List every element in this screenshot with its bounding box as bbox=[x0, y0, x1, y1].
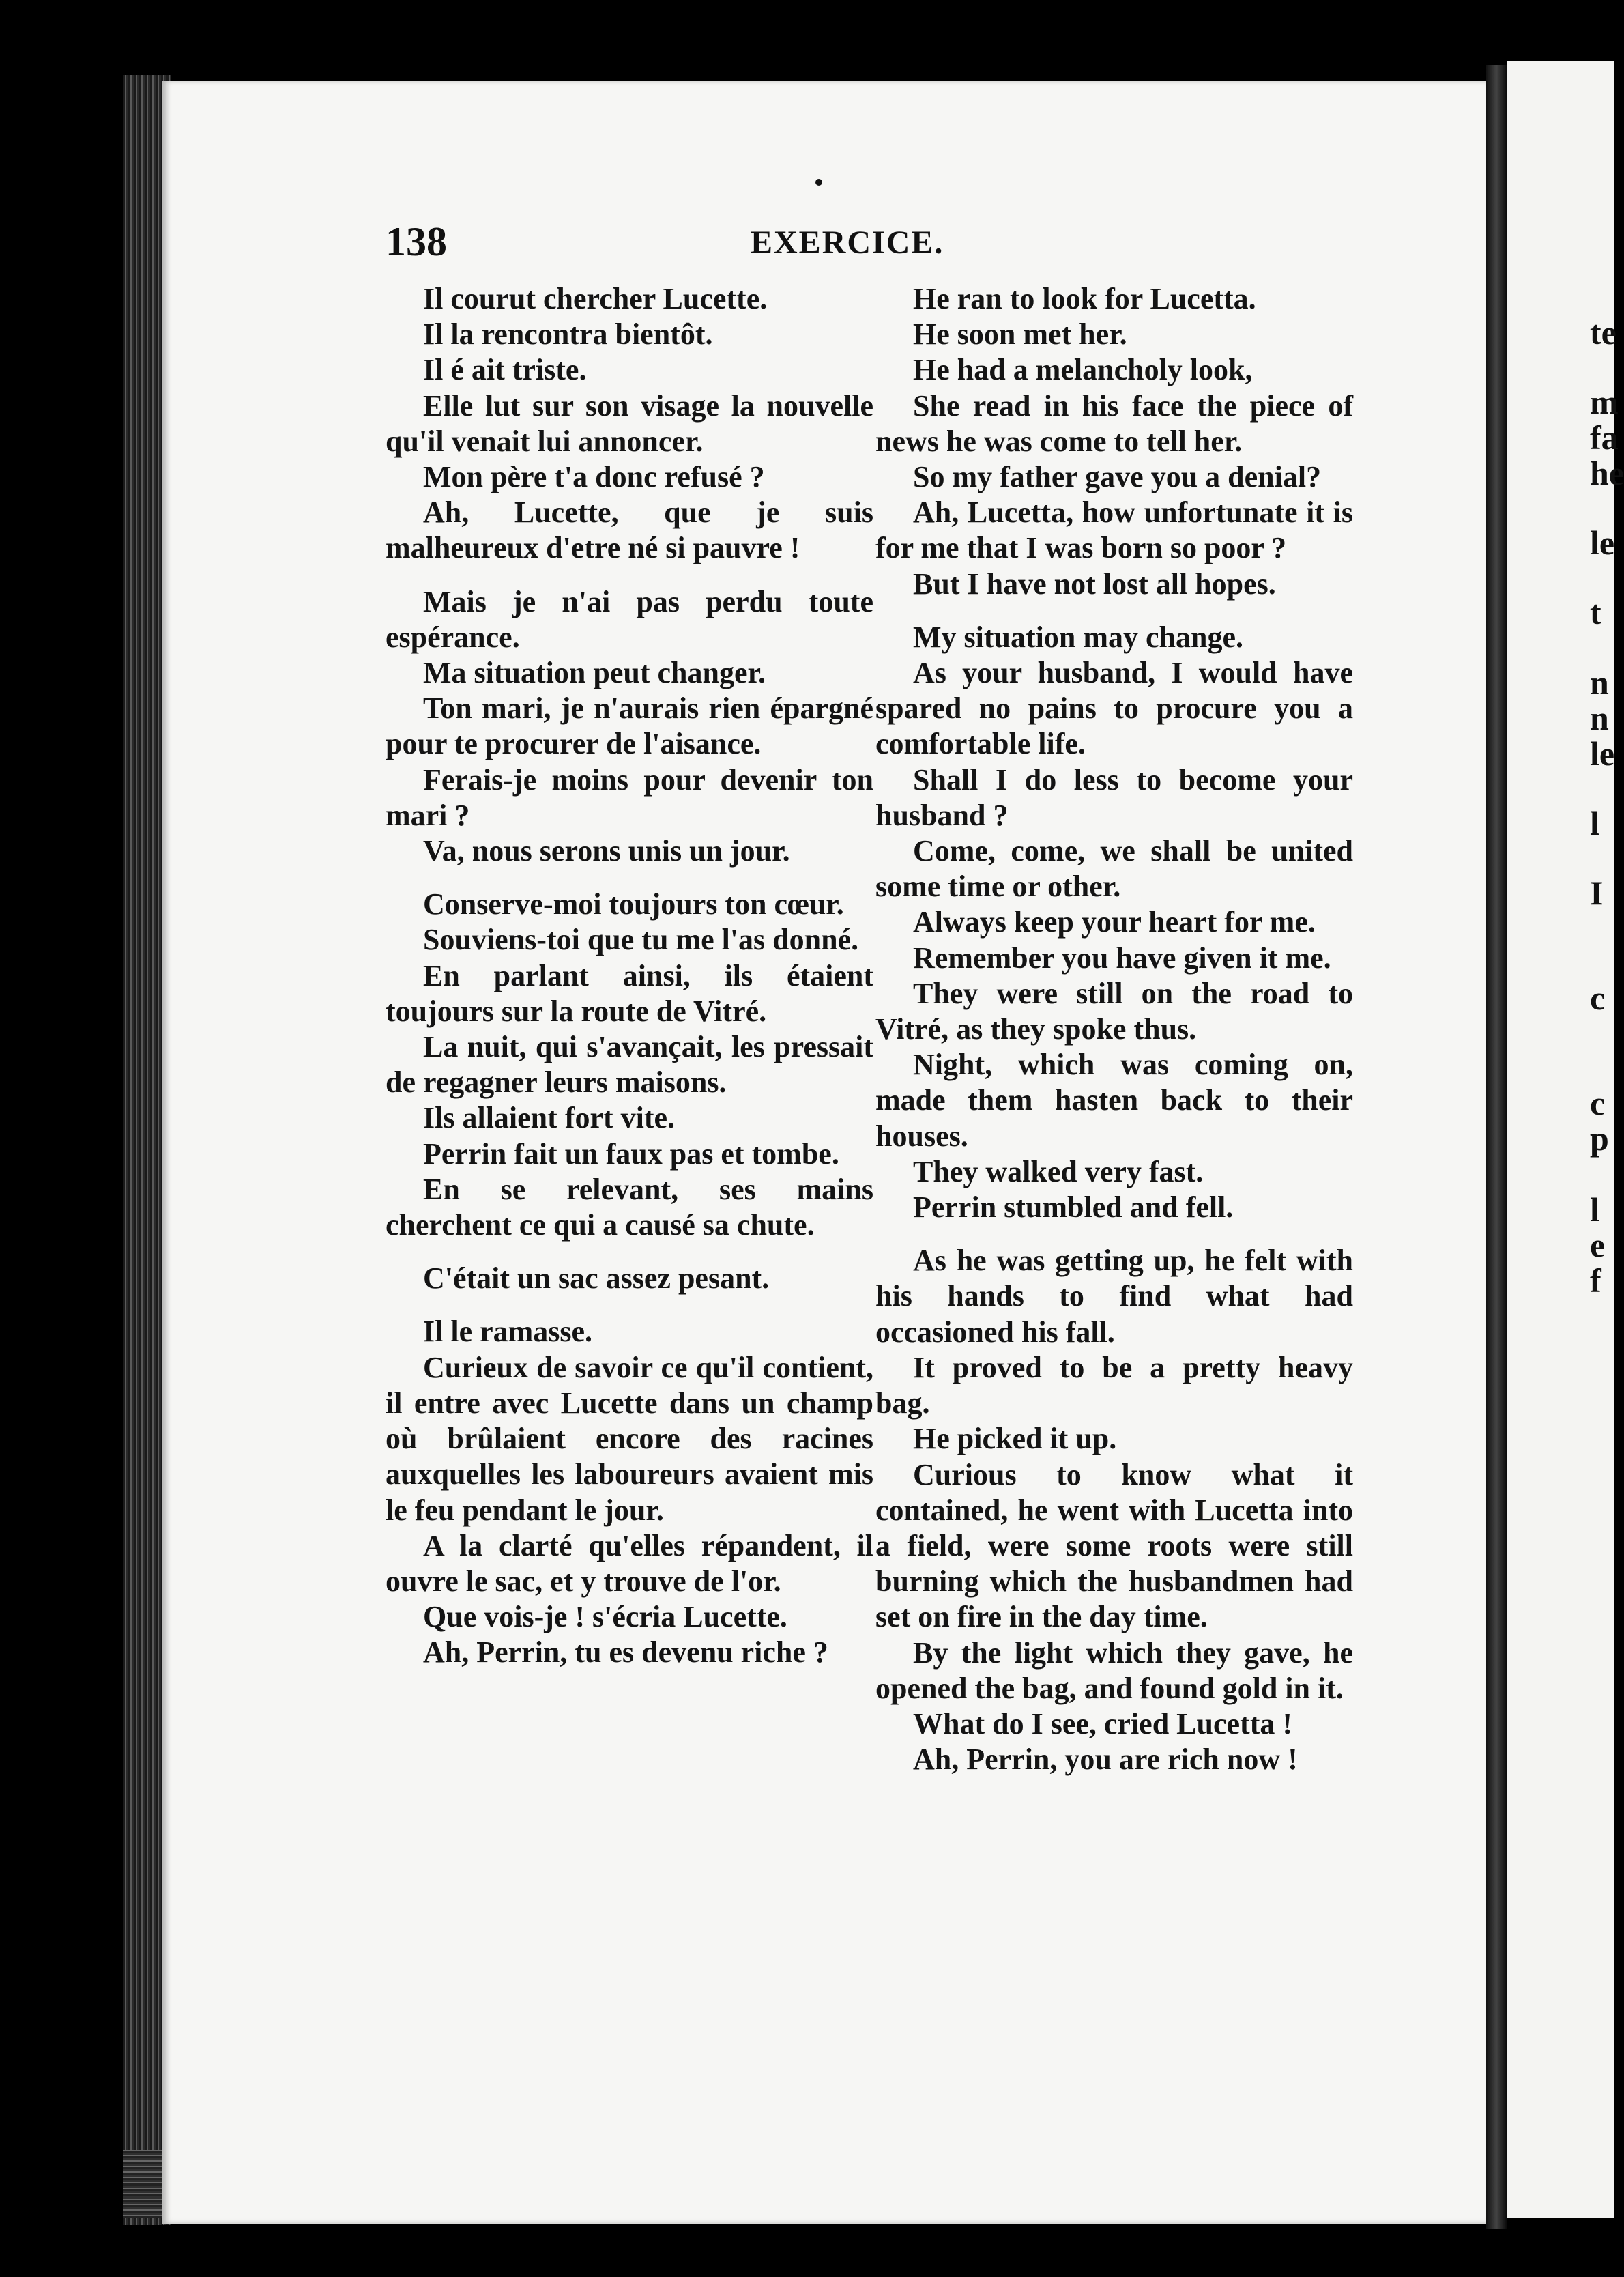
french-line: Ma situation peut changer. bbox=[423, 656, 766, 690]
right-page-fragment: c bbox=[1590, 979, 1606, 1017]
french-line: Conserve-moi toujours ton cœur. bbox=[423, 887, 844, 921]
english-line: As your husband, I would have spared no pains to procure you a comfortable life. bbox=[875, 656, 1353, 761]
english-line: He soon met her. bbox=[913, 317, 1127, 352]
english-line: So my father gave you a denial? bbox=[913, 460, 1322, 494]
french-column bbox=[386, 281, 873, 1671]
english-line: Shall I do less to become your husband ? bbox=[875, 762, 1353, 832]
french-line: Elle lut sur son visage la nouvelle qu'il venait lui annoncer. bbox=[386, 388, 873, 458]
french-line: La nuit, qui s'avançait, les pressait de regagner leurs maisons. bbox=[386, 1030, 873, 1100]
english-line: My situation may change. bbox=[913, 620, 1243, 654]
right-page-fragment: I bbox=[1590, 874, 1604, 912]
right-page-fragment: c bbox=[1590, 1084, 1606, 1122]
english-line: He picked it up. bbox=[913, 1422, 1117, 1456]
english-line: Night, which was coming on, made them hasten back to their houses. bbox=[875, 1048, 1353, 1153]
english-line: But I have not lost all hopes. bbox=[913, 567, 1276, 601]
right-page-fragment: e bbox=[1590, 1226, 1606, 1264]
french-line: Ah, Perrin, tu es devenu riche ? bbox=[423, 1635, 828, 1670]
french-line: Perrin fait un faux pas et tombe. bbox=[423, 1136, 839, 1171]
english-line: Come, come, we shall be united some time or other. bbox=[875, 834, 1353, 904]
right-page-fragment: l bbox=[1590, 1190, 1599, 1229]
right-page-fragment: l bbox=[1590, 804, 1599, 842]
french-line: Va, nous serons unis un jour. bbox=[423, 834, 790, 868]
french-line: Mon père t'a donc refusé ? bbox=[423, 460, 765, 494]
page-number: 138 bbox=[386, 219, 447, 264]
right-page-fragment: le bbox=[1590, 734, 1615, 773]
french-line: C'était un sac assez pesant. bbox=[423, 1261, 770, 1295]
printer-mark bbox=[815, 179, 822, 186]
french-line: Il le ramasse. bbox=[423, 1315, 593, 1349]
right-page-fragment: n bbox=[1590, 699, 1609, 737]
english-line: They walked very fast. bbox=[913, 1154, 1204, 1188]
french-line: Curieux de savoir ce qu'il contient, il entre avec Lucette dans un champ où brûlaient encore des racines auxquelles les laboureurs avaient mis le feu pendant le jour. bbox=[386, 1350, 873, 1527]
english-line: She read in his face the piece of news he was come to tell her. bbox=[875, 388, 1353, 458]
english-line: He ran to look for Lucetta. bbox=[913, 282, 1256, 315]
french-line: En parlant ainsi, ils étaient toujours sur la route de Vitré. bbox=[386, 958, 873, 1028]
right-page-fragment: fa bbox=[1590, 418, 1619, 457]
english-line: What do I see, cried Lucetta ! bbox=[913, 1706, 1293, 1741]
french-line: Ferais-je moins pour devenir ton mari ? bbox=[386, 762, 873, 832]
right-page-fragment: t bbox=[1590, 593, 1601, 631]
french-line: Ils allaient fort vite. bbox=[423, 1101, 676, 1135]
french-line: Ton mari, je n'aurais rien épargné pour te procurer de l'aisance. bbox=[386, 691, 873, 761]
french-line: Ah, Lucette, que je suis malheureux d'etre né si pauvre ! bbox=[386, 496, 873, 565]
french-line: Il é ait triste. bbox=[423, 353, 587, 387]
english-line: As he was getting up, he felt with his hands to find what had occasioned his fall. bbox=[875, 1244, 1353, 1349]
french-line: Il la rencontra bientôt. bbox=[423, 317, 713, 352]
right-page-fragment: f bbox=[1590, 1261, 1601, 1300]
french-line: A la clarté qu'elles répandent, il ouvre le sac, et y trouve de l'or. bbox=[386, 1528, 873, 1598]
english-line: Always keep your heart for me. bbox=[913, 905, 1316, 939]
english-column bbox=[875, 281, 1353, 1777]
french-line: Souviens-toi que tu me l'as donné. bbox=[423, 923, 859, 957]
gutter bbox=[1486, 65, 1507, 2229]
english-line: He had a melancholy look, bbox=[913, 353, 1253, 387]
english-line: It proved to be a pretty heavy bag. bbox=[875, 1350, 1353, 1420]
right-page-fragment: he bbox=[1590, 454, 1624, 492]
right-page-fragment: n bbox=[1590, 663, 1609, 702]
french-line: Il courut chercher Lucette. bbox=[423, 282, 768, 315]
english-line: Curious to know what it contained, he went with Lucetta into a field, were some roots were still burning which the husbandmen had set on fire in the day time. bbox=[875, 1457, 1353, 1634]
english-line: They were still on the road to Vitré, as they spoke thus. bbox=[875, 976, 1353, 1046]
french-line: Mais je n'ai pas perdu toute espérance. bbox=[386, 584, 873, 654]
english-line: Perrin stumbled and fell. bbox=[913, 1190, 1234, 1225]
french-line: Que vois-je ! s'écria Lucette. bbox=[423, 1600, 787, 1634]
english-line: By the light which they gave, he opened the bag, and found gold in it. bbox=[875, 1635, 1353, 1705]
english-line: Remember you have given it me. bbox=[913, 941, 1331, 975]
right-page-fragment: m bbox=[1590, 383, 1619, 421]
english-line: Ah, Perrin, you are rich now ! bbox=[913, 1743, 1298, 1777]
right-page-fragment: le bbox=[1590, 524, 1615, 562]
right-page-fragment: p bbox=[1590, 1119, 1609, 1158]
english-line: Ah, Lucetta, how unfortunate it is for me that I was born so poor ? bbox=[875, 496, 1353, 565]
french-line: En se relevant, ses mains cherchent ce qui a causé sa chute. bbox=[386, 1172, 873, 1242]
running-head: EXERCICE. bbox=[751, 225, 944, 261]
right-page-fragment: te bbox=[1590, 313, 1616, 352]
